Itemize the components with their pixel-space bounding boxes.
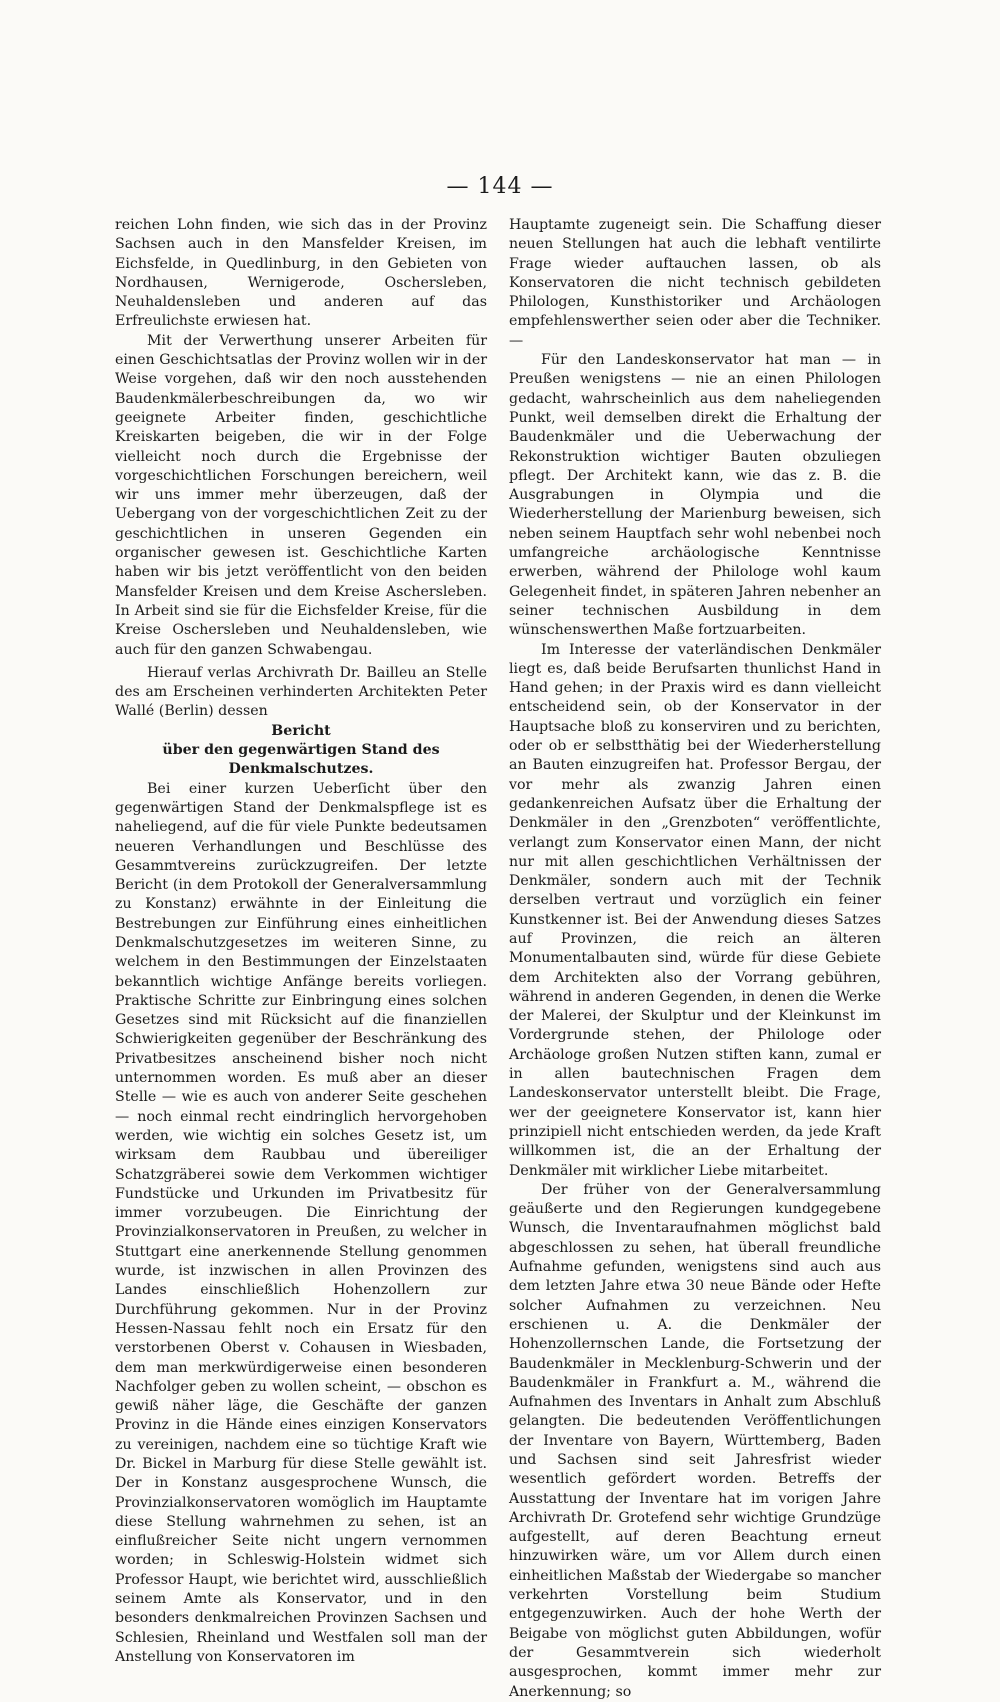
paragraph: Der früher von der Generalversammlung geäußerte und den Regierungen kundgegebene Wunsch, die Inventaraufnahmen möglichst bald abgeschlossen zu sehen, hat überall freundliche Aufnahme gefunden, wenigstens sind auch aus dem letzten Jahre etwa 30 neue Bände oder Hefte solcher Aufnahmen zu verzeichnen. Neu erschienen u. A. die Denkmäler der Hohenzollernschen Lande, die Fortsetzung der Baudenkmäler in Mecklenburg-Schwerin und der Baudenkmäler in Frankfurt a. M., während die Aufnahmen des Inventars in Anhalt zum Abschluß gelangten. Die bedeutenden Veröffentlichungen der Inventare von Bayern, Württemberg, Baden und Sachsen sind seit Jahresfrist wieder wesentlich gefördert worden. Betreffs der Ausstattung der Inventare hat im vorigen Jahre Archivrath Dr. Grotefend sehr wichtige Grundzüge aufgestellt, auf deren Beachtung erneut hinzuwirken wäre, um vor Allem durch einen einheitlichen Maßstab der Wiedergabe so mancher verkehrten Vorstellung beim Studium entgegenzuwirken. Auch der hohe Werth der Beigabe von möglichst guten Abbildungen, wofür der Gesammtverein sich wiederholt ausgesprochen, kommt immer mehr zur Anerkennung; so <box>509 1181 881 1700</box>
paragraph: Im Interesse der vaterländischen Denkmäler liegt es, daß beide Berufsarten thunlichst Hand in Hand gehen; in der Praxis wird es dann vielleicht entscheidend sein, ob der Konservator in der Hauptsache bloß zu konserviren und zu berichten, oder ob er selbstthätig bei der Wiederherstellung an Bauten einzugreifen hat. Professor Bergau, der vor mehr als zwanzig Jahren einen gedankenreichen Aufsatz über die Erhaltung der Denkmäler in den „Grenzboten“ veröffentlichte, verlangt zum Konservator einen Mann, der nicht nur mit allen geschichtlichen Verhältnissen der Denkmäler, sondern auch mit der Technik derselben vertraut und vorzüglich ein feiner Kunstkenner ist. Bei der Anwendung dieses Satzes auf Provinzen, die reich an älteren Monumentalbauten sind, würde für diese Gebiete dem Architekten also der Vorrang gebühren, während in anderen Gegenden, in denen die Werke der Malerei, der Skulptur und der Kleinkunst im Vordergrunde stehen, der Philologe oder Archäologe großen Nutzen stiften kann, zumal er in allen bautechnischen Fragen dem Landeskonservator unterstellt bleibt. Die Frage, wer der geeignetere Konservator ist, kann hier prinzipiell nicht entschieden werden, da jede Kraft willkommen ist, die an der Erhaltung der Denkmäler mit wirklicher Liebe mitarbeitet. <box>509 641 881 1179</box>
paragraph: Hauptamte zugeneigt sein. Die Schaffung dieser neuen Stellungen hat auch die lebhaft ventilirte Frage wieder auftauchen lassen, ob als Konservatoren die nicht technisch gebildeten Philologen, Kunsthistoriker und Archäologen empfehlenswerther seien oder aber die Techniker. — <box>509 217 881 349</box>
paragraph: Bei einer kurzen Ueberſicht über den gegenwärtigen Stand der Denkmalspflege ist es naheliegend, auf die für viele Punkte bedeutsamen neueren Verhandlungen und Beschlüsse des Gesammtvereins zurückzugreifen. Der letzte Bericht (in dem Protokoll der Generalversammlung zu Konstanz) erwähnte in der Einleitung die Bestrebungen zur Einführung eines einheitlichen Denkmalschutzgesetzes im weiteren Sinne, zu welchem in den Bestimmungen der Einzelstaaten bekanntlich wichtige Anfänge bereits vorliegen. Praktische Schritte zur Einbringung eines solchen Gesetzes sind mit Rücksicht auf die finanziellen Schwierigkeiten gegenüber der Beschränkung des Privatbesitzes anscheinend bisher noch nicht unternommen worden. Es muß aber an dieser Stelle — wie es auch von anderer Seite geschehen — noch einmal recht eindringlich hervorgehoben werden, wie wichtig ein solches Gesetz ist, um wirksam dem Raubbau und übereiliger Schatzgräberei sowie dem Verkommen wichtiger Fundstücke und Urkunden im Privatbesitz für immer vorzubeugen. Die Einrichtung der Provinzialkonservatoren in Preußen, zu welcher in Stuttgart eine anerkennende Stellung genommen wurde, ist inzwischen in allen Provinzen des Landes einschließlich Hohenzollern zur Durchführung gekommen. Nur in der Provinz Hessen-Nassau fehlt noch ein Ersatz für den verstorbenen Oberst v. Cohausen in Wiesbaden, dem man merkwürdigerweise einen besonderen Nachfolger geben zu wollen scheint, — obschon es gewiß näher läge, die Geschäfte der ganzen Provinz in die Hände eines einzigen Konservators zu vereinigen, nachdem eine so tüchtige Kraft wie Dr. Bickel in Marburg für diese Stelle gewählt ist. Der in Konstanz ausgesprochene Wunsch, die Provinzialkonservatoren womöglich im Hauptamte diese Stellung wahrnehmen zu sehen, ist an einflußreicher Seite nicht ungern vernommen worden; in Schleswig-Holstein widmet sich Professor Haupt, wie berichtet wird, ausschließlich seinem Amte als Konservator, und in den besonders denkmalreichen Provinzen Sachsen und Schlesien, Rheinland und Westfalen soll man der Anstellung von Konservatoren im <box>115 780 487 1665</box>
paragraph: reichen Lohn finden, wie sich das in der Provinz Sachsen auch in den Mansfelder Kreisen, im Eichsfelde, in Quedlinburg, in den Gebieten von Nordhausen, Wernigerode, Oschersleben, Neuhaldensleben und anderen auf das Erfreulichste erwiesen hat. <box>115 217 487 330</box>
paragraph: Mit der Verwerthung unserer Arbeiten für einen Geschichtsatlas der Provinz wollen wir in der Weise vorgehen, daß wir den noch ausstehenden Baudenkmälerbeschreibungen da, wo wir geeignete Arbeiter finden, geschichtliche Kreiskarten beigeben, die wir in der Folge vielleicht noch durch die Ergebnisse der vorgeschichtlichen Forschungen bereichern, weil wir uns immer mehr überzeugen, daß der Uebergang von der vorgeschichtlichen Zeit zu der geschichtlichen in unseren Gegenden ein organischer gewesen ist. Geschichtliche Karten haben wir bis jetzt veröffentlicht von den beiden Mansfelder Kreisen und dem Kreise Aschersleben. In Arbeit sind sie für die Eichsfelder Kreise, für die Kreise Oschersleben und Neuhaldensleben, wie auch für den ganzen Schwabengau. <box>115 332 487 658</box>
left-column <box>115 216 487 1667</box>
right-column <box>509 216 881 1702</box>
section-heading: Bericht <box>271 722 331 739</box>
paragraph: Für den Landeskonservator hat man — in Preußen wenigstens — nie an einen Philologen gedacht, wahrscheinlich aus dem naheliegenden Punkt, weil demselben direkt die Erhaltung der Baudenkmäler und die Ueberwachung der Rekonstruktion wichtiger Bauten obzuliegen pflegt. Der Architekt kann, wie das z. B. die Ausgrabungen in Olympia und die Wiederherstellung der Marienburg beweisen, sich neben seinem Hauptfach sehr wohl nebenbei noch umfangreiche archäologische Kenntnisse erwerben, während der Philologe wohl kaum Gelegenheit findet, in späteren Jahren nebenher an seiner technischen Ausbildung in dem wünschenswerthen Maße fortzuarbeiten. <box>509 352 881 639</box>
section-subheading: über den gegenwärtigen Stand des Denkmalschutzes. <box>162 742 440 778</box>
paragraph: Hierauf verlas Archivrath Dr. Bailleu an Stelle des am Erscheinen verhinderten Architekten Peter Wallé (Berlin) dessen <box>115 664 487 720</box>
page-number: — 144 — <box>446 174 554 199</box>
